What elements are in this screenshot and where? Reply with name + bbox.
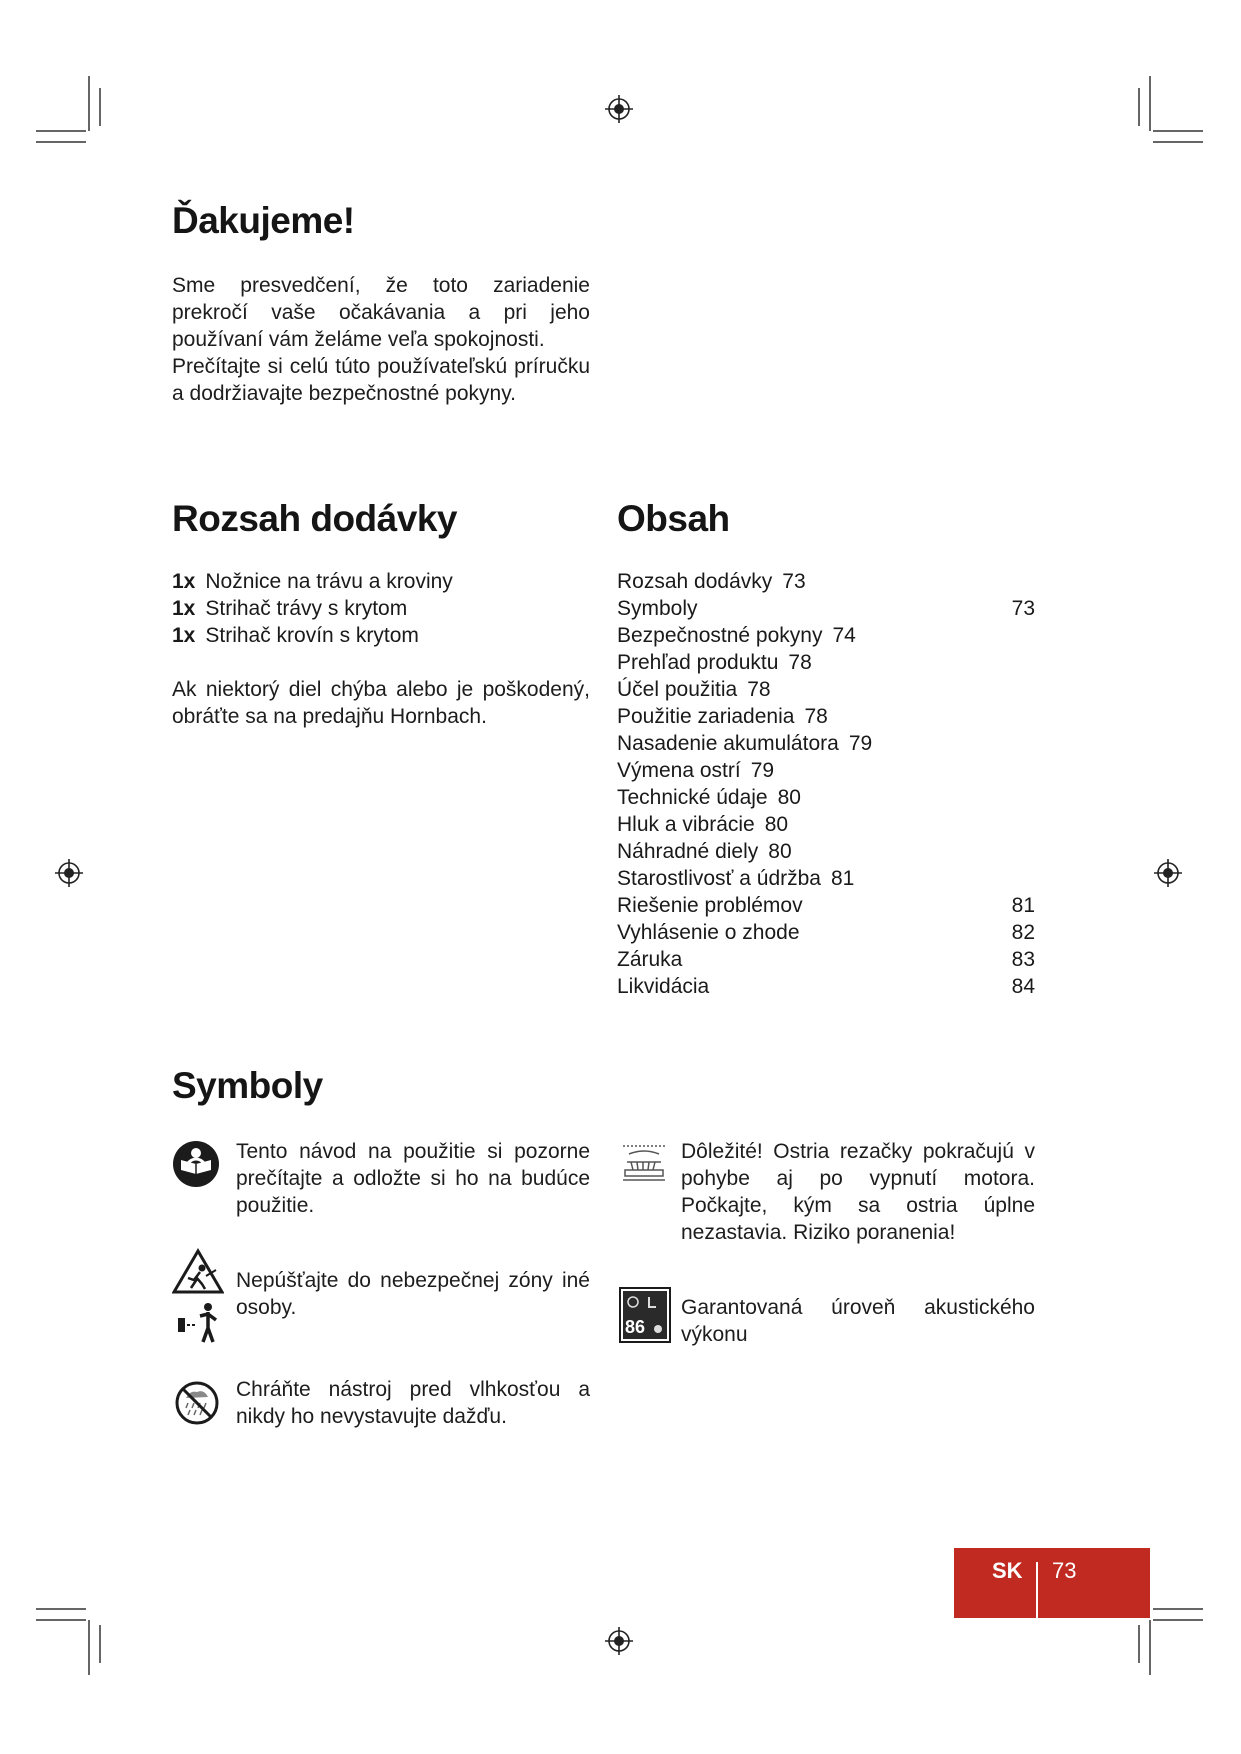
blades-running-icon [621,1140,667,1191]
symbol-text-sound-power: Garantovaná úroveň akustického výkonu [681,1296,1035,1346]
delivery-section [172,498,590,730]
toc-entry: Starostlivosť a údržba 81 [617,867,855,890]
toc-entry: Vyhlásenie o zhode 82 [617,921,1035,944]
crop-mark-bottom-left [36,1605,106,1675]
toc-entry: Rozsah dodávky 73 [617,570,806,593]
delivery-title: Rozsah dodávky [172,498,457,539]
toc-entry: Výmena ostrí 79 [617,759,775,782]
toc-entry: Riešenie problémov 81 [617,894,1035,917]
symbol-text-no-rain: Chráňte nástroj pred vlhkosťou a nikdy ho nevystavujte dažďu. [236,1378,590,1428]
thanks-paragraph-2: Prečítajte si celú túto používateľskú príručku a dodržiavajte bezpečnostné pokyny. [172,355,590,405]
symbol-text-read-manual: Tento návod na použitie si pozorne prečítajte a odložte si ho na budúce použitie. [236,1140,590,1217]
toc-entry: Náhradné diely 80 [617,840,792,863]
page-number: 73 [1052,1558,1077,1583]
delivery-note: Ak niektorý diel chýba alebo je poškodený, obráťte sa na predajňu Hornbach. [172,678,590,728]
registration-mark-right [1153,858,1183,888]
registration-mark-top [604,94,634,124]
crop-mark-top-left [36,76,106,146]
contents-title: Obsah [617,498,730,539]
toc-entry: Symboly 73 [617,597,1035,620]
toc-entry: Záruka 83 [617,948,1035,971]
toc-entry: Likvidácia 84 [617,975,1035,998]
toc-entry: Hluk a vibrácie 80 [617,813,789,836]
symbol-text-blades-running: Dôležité! Ostria rezačky pokračujú v pohybe aj po vypnutí motora. Počkajte, kým sa ostria úplne nezastavia. Riziko poranenia! [681,1140,1035,1244]
toc-entry: Technické údaje 80 [617,786,801,809]
toc-entry: Použitie zariadenia 78 [617,705,828,728]
no-rain-icon [174,1380,220,1431]
thanks-title: Ďakujeme! [172,200,355,241]
delivery-item: 1x Nožnice na trávu a kroviny [172,570,453,593]
language-code: SK [992,1558,1023,1583]
sound-power-value: 86 [625,1317,646,1337]
toc-entry: Nasadenie akumulátora 79 [617,732,873,755]
thanks-paragraph-1: Sme presvedčení, že toto zariadenie prekročí vaše očakávania a pri jeho používaní vám želáme veľa spokojnosti. [172,274,590,351]
thanks-section [172,200,590,407]
registration-mark-left [54,858,84,888]
registration-mark-bottom [604,1626,634,1656]
read-manual-icon [172,1140,220,1193]
toc-entry: Bezpečnostné pokyny 74 [617,624,856,647]
toc-entry: Prehľad produktu 78 [617,651,812,674]
contents-section [617,498,1035,1000]
delivery-item: 1x Strihač trávy s krytom [172,597,408,620]
delivery-list [172,568,590,649]
sound-power-icon [619,1287,671,1343]
delivery-item: 1x Strihač krovín s krytom [172,624,419,647]
symbol-text-danger-zone: Nepúšťajte do nebezpečnej zóny iné osoby. [236,1269,590,1319]
contents-list [617,568,1035,1000]
page-tab [954,1548,1150,1618]
crop-mark-top-right [1133,76,1203,146]
toc-entry: Účel použitia 78 [617,678,771,701]
page-tab-divider [1036,1562,1038,1618]
danger-zone-icon [172,1248,224,1353]
symbols-title: Symboly [172,1065,323,1106]
